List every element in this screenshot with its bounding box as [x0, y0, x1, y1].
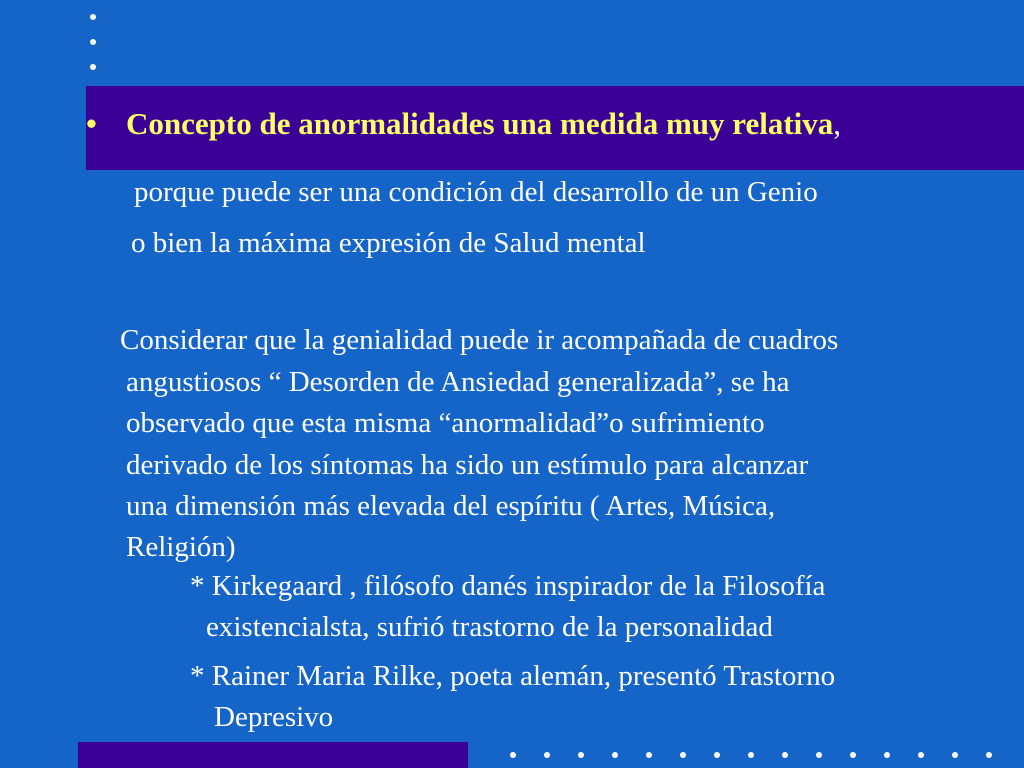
decor-dot-top-1 [90, 14, 96, 20]
decor-dot-bottom-15 [986, 752, 992, 758]
paragraph-line-6: Religión) [126, 531, 236, 563]
decor-dot-bottom-12 [884, 752, 890, 758]
slide-title [86, 104, 841, 144]
paragraph-line-1: Considerar que la genialidad puede ir acompañada de cuadros [120, 324, 839, 356]
decor-dot-bottom-8 [748, 752, 754, 758]
decor-dot-bottom-14 [952, 752, 958, 758]
subtitle-line-2: o bien la máxima expresión de Salud mental [131, 227, 646, 259]
paragraph-line-4: derivado de los síntomas ha sido un estímulo para alcanzar [126, 449, 809, 481]
decor-dot-bottom-6 [680, 752, 686, 758]
paragraph-line-5: una dimensión más elevada del espíritu ( Artes, Música, [126, 490, 776, 522]
example-rilke-line-2: Depresivo [214, 701, 334, 733]
decor-dot-bottom-9 [782, 752, 788, 758]
decor-dot-bottom-3 [578, 752, 584, 758]
decor-dot-bottom-4 [612, 752, 618, 758]
decor-dot-bottom-5 [646, 752, 652, 758]
title-text: Concepto de anormalidades una medida muy relativa [126, 106, 834, 141]
example-kirkegaard-line-2: existencialsta, sufrió trastorno de la personalidad [206, 611, 773, 643]
paragraph-line-2: angustiosos “ Desorden de Ansiedad generalizada”, se ha [126, 366, 790, 398]
decor-dot-bottom-7 [714, 752, 720, 758]
example-rilke-line-1: * Rainer Maria Rilke, poeta alemán, presentó Trastorno [190, 660, 836, 692]
example-kirkegaard-line-1: * Kirkegaard , filósofo danés inspirador de la Filosofía [190, 570, 826, 602]
paragraph-line-3: observado que esta misma “anormalidad”o sufrimiento [126, 407, 765, 439]
decor-dot-bottom-11 [850, 752, 856, 758]
decor-dot-bottom-10 [816, 752, 822, 758]
title-bullet: • [86, 106, 97, 141]
title-comma: , [833, 106, 842, 141]
decor-dot-top-2 [90, 39, 96, 45]
decor-dot-bottom-2 [544, 752, 550, 758]
decor-dot-bottom-13 [918, 752, 924, 758]
decor-dot-top-3 [90, 64, 96, 70]
bottom-band [78, 742, 468, 768]
subtitle-line-1: porque puede ser una condición del desarrollo de un Genio [134, 176, 818, 208]
decor-dot-bottom-1 [510, 752, 516, 758]
